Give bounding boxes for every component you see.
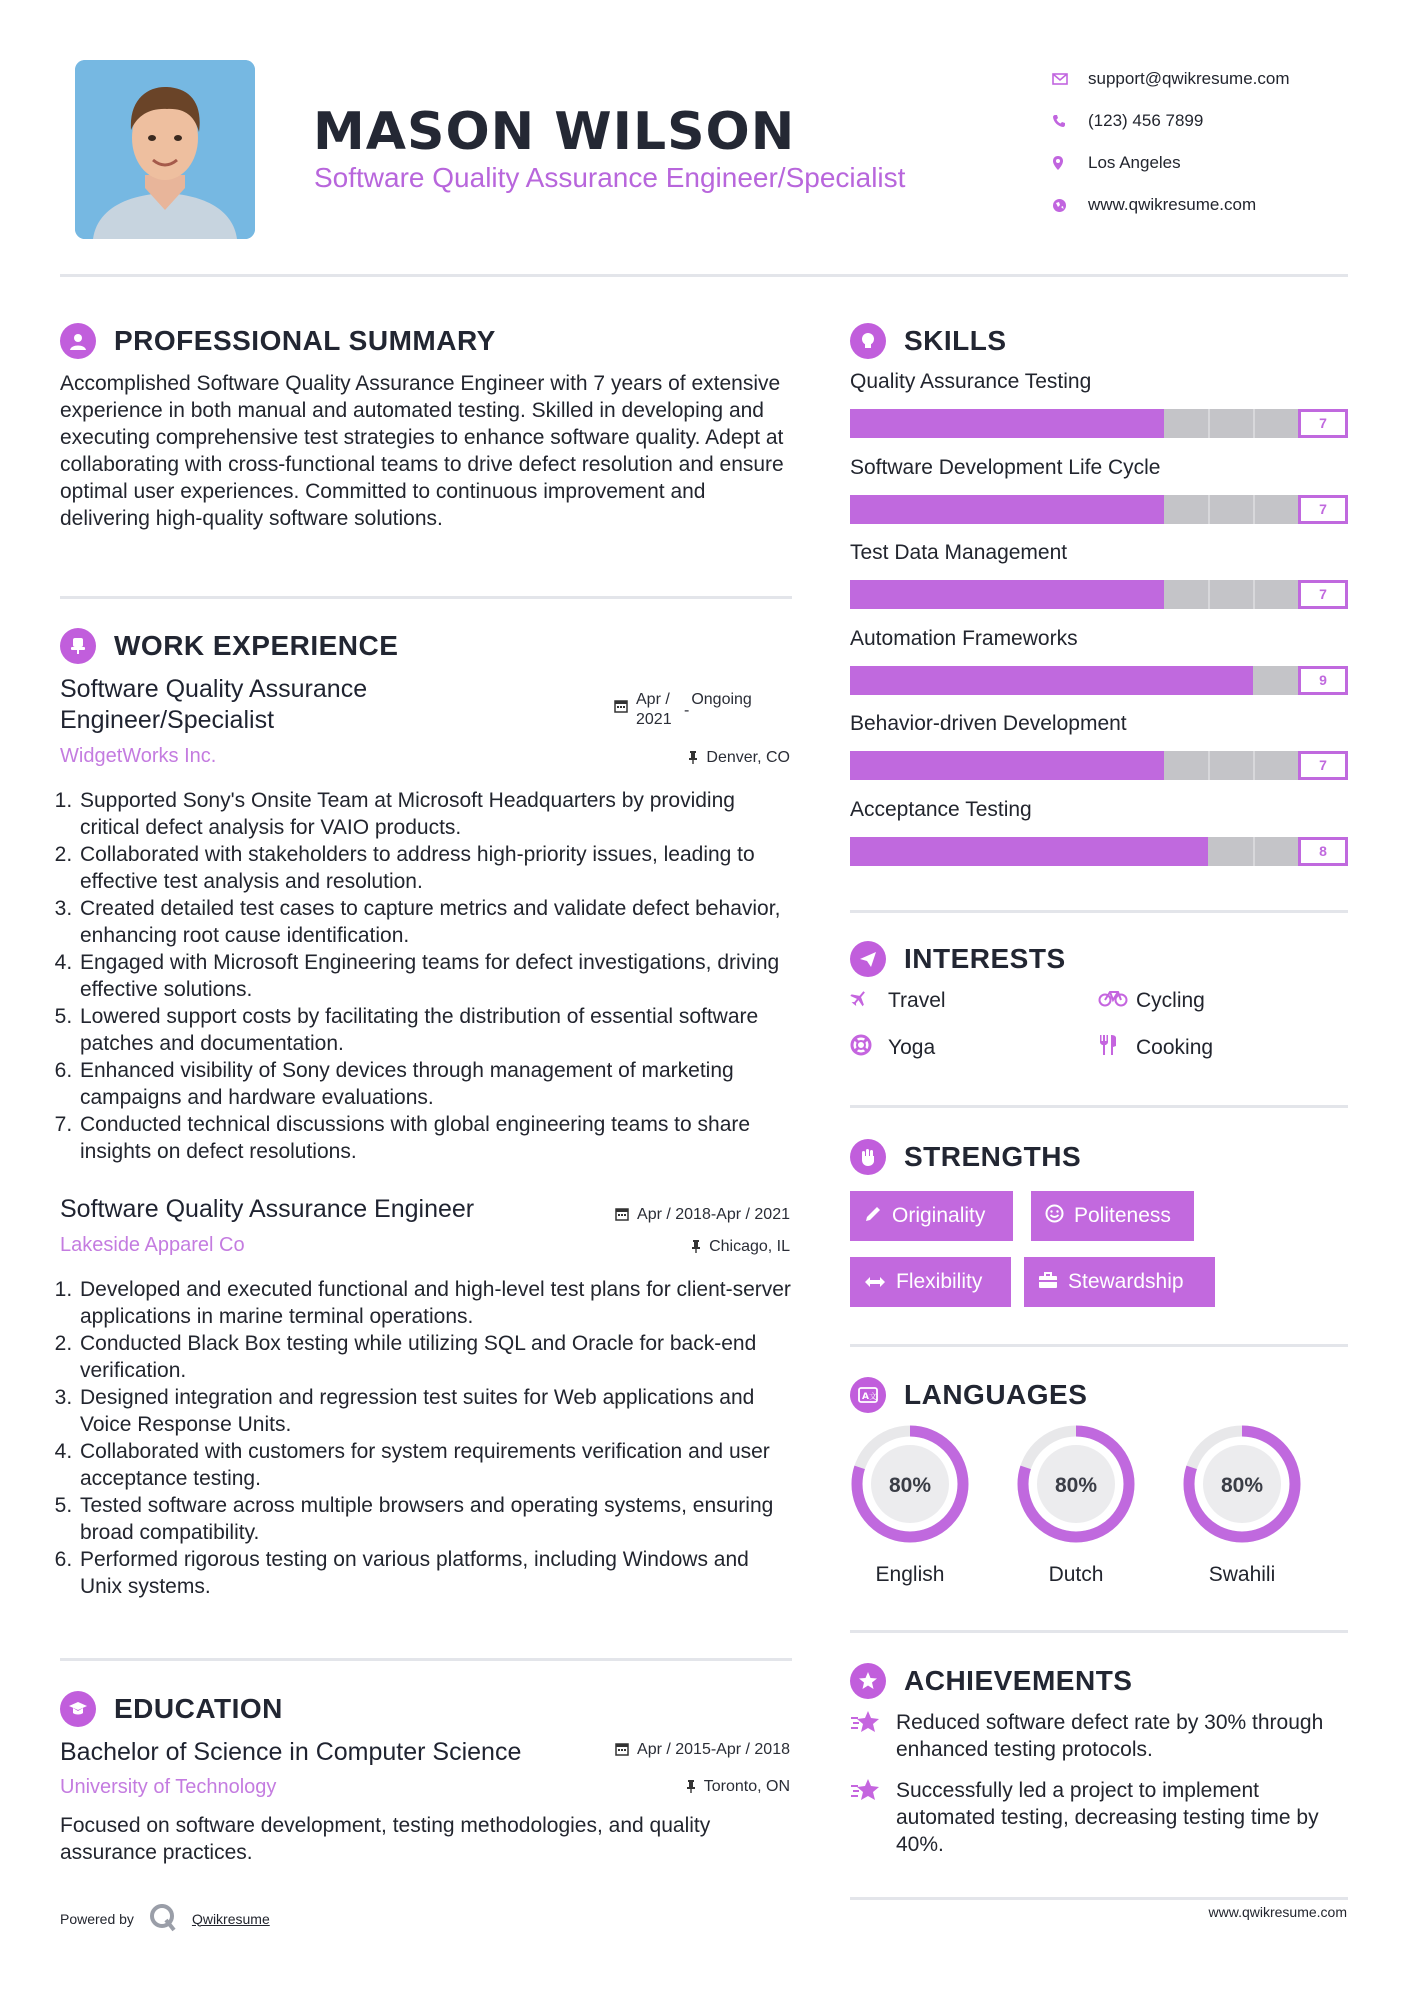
interest-label: Travel	[888, 989, 946, 1012]
skill-bar-fill	[850, 837, 1208, 866]
skill-name: Automation Frameworks	[850, 626, 1078, 650]
globe-icon	[1050, 198, 1088, 213]
experience-title: WORK EXPERIENCE	[114, 630, 399, 661]
interest-travel	[850, 989, 946, 1013]
job-date-sep: -	[684, 702, 690, 719]
achievement-text: Successfully led a project to implement automated testing, decreasing testing time by 40%.	[896, 1779, 1319, 1856]
skill-name: Acceptance Testing	[850, 797, 1032, 821]
qwikresume-logo-icon	[148, 1902, 178, 1935]
languages-heading	[850, 1377, 1087, 1413]
smile-icon	[1045, 1204, 1064, 1228]
briefcase-icon	[1038, 1271, 1058, 1294]
paper-plane-icon	[850, 941, 886, 977]
experience-heading	[60, 628, 398, 664]
job-location	[691, 1238, 790, 1256]
list-item: 3. Designed integration and regression test suites for Web applications and Voice Response Units.	[78, 1384, 793, 1438]
achievements-title: ACHIEVEMENTS	[904, 1665, 1133, 1696]
achievements-heading	[850, 1663, 1132, 1699]
star-icon	[850, 1709, 896, 1763]
candidate-role: Software Quality Assurance Engineer/Specialist	[314, 162, 906, 193]
language-icon	[850, 1377, 886, 1413]
pin-icon	[688, 750, 698, 767]
skill-bar-segment	[1253, 409, 1255, 438]
strength-label: Politeness	[1074, 1204, 1171, 1227]
interest-label: Cooking	[1136, 1036, 1214, 1059]
skill-name: Behavior-driven Development	[850, 712, 1127, 735]
language-percent: 80%	[1054, 1474, 1098, 1497]
skill-score: 7	[1298, 751, 1348, 780]
job-date-end: Ongoing	[691, 691, 752, 708]
list-item: 4. Engaged with Microsoft Engineering teams for defect investigations, driving effective solutions.	[78, 949, 793, 1003]
pin-icon	[686, 1779, 696, 1796]
job-location	[688, 749, 790, 767]
education-title: EDUCATION	[114, 1693, 283, 1724]
company-name: Lakeside Apparel Co	[60, 1234, 245, 1256]
interest-label: Yoga	[888, 1036, 936, 1059]
skill-score: 8	[1298, 837, 1348, 866]
education-dates-text: Apr / 2015-Apr / 2018	[637, 1741, 790, 1758]
achievement-text: Reduced software defect rate by 30% through enhanced testing protocols.	[896, 1711, 1324, 1761]
achievement-item	[850, 1709, 1330, 1763]
skill-bar-segment	[1253, 751, 1255, 780]
skill-bar-segment	[1253, 837, 1255, 866]
language-percent: 80%	[888, 1474, 932, 1497]
school-name: University of Technology	[60, 1776, 277, 1798]
profile-photo	[75, 60, 255, 239]
language-ring	[1014, 1422, 1138, 1546]
header-divider	[60, 274, 1348, 277]
languages-divider	[850, 1630, 1348, 1633]
phone-icon	[1050, 114, 1088, 128]
arrows-horizontal-icon	[864, 1272, 886, 1293]
language-item	[1177, 1422, 1307, 1587]
languages-title: LANGUAGES	[904, 1379, 1088, 1410]
skills-heading	[850, 323, 1007, 359]
language-item	[1011, 1422, 1141, 1587]
powered-by	[60, 1902, 270, 1935]
footer-website[interactable]: www.qwikresume.com	[1208, 1904, 1347, 1920]
skill-bar	[850, 580, 1348, 609]
contact-block	[1050, 58, 1370, 226]
pin-icon	[691, 1239, 701, 1256]
strengths-heading	[850, 1139, 1081, 1175]
summary-title: PROFESSIONAL SUMMARY	[114, 325, 496, 356]
contact-phone[interactable]	[1050, 100, 1370, 142]
skill-score: 9	[1298, 666, 1348, 695]
list-item: 1. Supported Sony's Onsite Team at Microsoft Headquarters by providing critical defect analysis for VAIO products.	[78, 787, 793, 841]
strength-chip	[850, 1191, 1013, 1241]
skill-bar-segment	[1208, 409, 1210, 438]
list-item: 1. Developed and executed functional and high-level test plans for client-server applications in marine terminal operations.	[78, 1276, 793, 1330]
education-location	[686, 1778, 790, 1796]
job-location-text: Chicago, IL	[709, 1238, 790, 1255]
skill-bar-fill	[850, 580, 1164, 609]
mail-icon	[1050, 73, 1088, 85]
fist-icon	[850, 1139, 886, 1175]
contact-website[interactable]	[1050, 184, 1370, 226]
job-dates-text: Apr / 2018-Apr / 2021	[637, 1206, 790, 1223]
job-title: Software Quality Assurance Engineer	[60, 1195, 475, 1223]
interests-title: INTERESTS	[904, 943, 1066, 974]
skill-bar-fill	[850, 495, 1164, 524]
strengths-divider	[850, 1344, 1348, 1347]
strength-chip	[1031, 1191, 1194, 1241]
skill-bar	[850, 751, 1348, 780]
svg-text:A: A	[862, 1392, 869, 1402]
summary-divider	[60, 596, 792, 599]
skill-score: 7	[1298, 409, 1348, 438]
experience-divider	[60, 1658, 792, 1661]
list-item: 5. Lowered support costs by facilitating the distribution of essential software patches and documentation.	[78, 1003, 793, 1057]
job-location-text: Denver, CO	[706, 749, 790, 766]
contact-email[interactable]	[1050, 58, 1370, 100]
skill-bar	[850, 837, 1348, 866]
skill-bar-segment	[1208, 495, 1210, 524]
summary-heading	[60, 323, 496, 359]
interests-divider	[850, 1105, 1348, 1108]
calendar-icon	[615, 1207, 629, 1224]
skill-name: Software Development Life Cycle	[850, 455, 1161, 479]
contact-phone-text: (123) 456 7899	[1088, 111, 1204, 130]
education-location-text: Toronto, ON	[703, 1778, 790, 1795]
list-item: 3. Created detailed test cases to capture metrics and validate defect behavior, enhancing root cause identification.	[78, 895, 793, 949]
job-dates	[614, 690, 759, 730]
list-item: 6. Performed rigorous testing on various platforms, including Windows and Unix systems.	[78, 1546, 793, 1600]
calendar-icon	[615, 1742, 629, 1759]
skill-score: 7	[1298, 580, 1348, 609]
star-icon	[850, 1777, 896, 1858]
list-item: 6. Enhanced visibility of Sony devices through management of marketing campaigns and hardware evaluations.	[78, 1057, 793, 1111]
skill-bar-fill	[850, 409, 1164, 438]
interests-heading	[850, 941, 1066, 977]
education-dates	[615, 1741, 790, 1759]
strength-chip	[1024, 1257, 1215, 1307]
job-date-start: Apr / 2021	[636, 691, 672, 728]
language-ring	[848, 1422, 972, 1546]
job-title: Software Quality Assurance Engineer/Specialist	[60, 675, 368, 734]
contact-location-text: Los Angeles	[1088, 153, 1181, 172]
skill-bar-segment	[1253, 580, 1255, 609]
skill-bar	[850, 409, 1348, 438]
strengths-title: STRENGTHS	[904, 1141, 1082, 1172]
plane-icon	[850, 989, 888, 1013]
powered-by-label: Powered by	[60, 1910, 134, 1927]
skill-score: 7	[1298, 495, 1348, 524]
qwikresume-link[interactable]: Qwikresume	[191, 1910, 270, 1927]
education-heading	[60, 1691, 283, 1727]
lightbulb-icon	[850, 323, 886, 359]
list-item: 2. Collaborated with stakeholders to address high-priority issues, leading to effective test analysis and resolution.	[78, 841, 793, 895]
degree-title: Bachelor of Science in Computer Science	[60, 1738, 522, 1766]
skill-bar-segment	[1208, 751, 1210, 780]
strength-label: Originality	[892, 1204, 986, 1227]
candidate-name: MASON WILSON	[313, 102, 796, 162]
skill-bar-segment	[1253, 495, 1255, 524]
contact-website-text: www.qwikresume.com	[1088, 195, 1257, 214]
star-badge-icon	[850, 1663, 886, 1699]
bicycle-icon	[1098, 989, 1136, 1013]
achievements-divider	[850, 1897, 1348, 1900]
skill-bar-fill	[850, 666, 1253, 695]
list-item: 5. Tested software across multiple browsers and operating systems, ensuring broad compatibility.	[78, 1492, 793, 1546]
list-item: 2. Conducted Black Box testing while utilizing SQL and Oracle for back-end verification.	[78, 1330, 793, 1384]
language-ring	[1180, 1422, 1304, 1546]
lifebuoy-icon	[850, 1034, 888, 1062]
list-item: 4. Collaborated with customers for system requirements verification and user acceptance testing.	[78, 1438, 793, 1492]
skills-title: SKILLS	[904, 325, 1007, 356]
graduation-icon	[60, 1691, 96, 1727]
achievement-item	[850, 1777, 1330, 1858]
language-name: Dutch	[1048, 1563, 1104, 1586]
strength-label: Flexibility	[896, 1270, 983, 1293]
strength-label: Stewardship	[1068, 1270, 1184, 1293]
skill-bar-fill	[850, 751, 1164, 780]
office-chair-icon	[60, 628, 96, 664]
interest-cycling	[1098, 989, 1205, 1013]
utensils-icon	[1098, 1034, 1136, 1062]
interest-cooking	[1098, 1034, 1213, 1062]
contact-location	[1050, 142, 1370, 184]
calendar-icon	[614, 699, 628, 716]
interest-label: Cycling	[1136, 989, 1205, 1012]
job-bullets	[58, 1276, 793, 1600]
skills-divider	[850, 910, 1348, 913]
skill-bar	[850, 495, 1348, 524]
skill-name: Quality Assurance Testing	[850, 370, 1092, 393]
company-name: WidgetWorks Inc.	[60, 745, 217, 767]
strength-chip	[850, 1257, 1011, 1307]
skill-bar-segment	[1208, 580, 1210, 609]
interest-yoga	[850, 1034, 935, 1062]
education-text: Focused on software development, testing methodologies, and quality assurance practices.	[60, 1814, 711, 1864]
skill-name: Test Data Management	[850, 541, 1068, 564]
svg-text:文: 文	[869, 1392, 877, 1401]
language-name: English	[875, 1563, 945, 1586]
contact-email-text: support@qwikresume.com	[1088, 69, 1290, 88]
job-dates	[615, 1206, 790, 1224]
summary-text: Accomplished Software Quality Assurance Engineer with 7 years of extensive experience in both manual and automated testing. Skilled in developing and executing comprehensive test strategies to enhance software quality. Adept at collaborating with cross-functional teams to drive defect resolution and ensure optimal user experiences. Committed to continuous improvement and delivering high-quality software solutions.	[60, 372, 784, 530]
language-item	[845, 1422, 975, 1587]
user-icon	[60, 323, 96, 359]
language-name: Swahili	[1208, 1563, 1276, 1586]
list-item: 7. Conducted technical discussions with global engineering teams to share insights on defect resolutions.	[78, 1111, 793, 1165]
job-bullets	[58, 787, 793, 1165]
pencil-icon	[864, 1205, 882, 1228]
skill-bar	[850, 666, 1348, 695]
map-pin-icon	[1050, 155, 1088, 171]
language-percent: 80%	[1220, 1474, 1264, 1497]
